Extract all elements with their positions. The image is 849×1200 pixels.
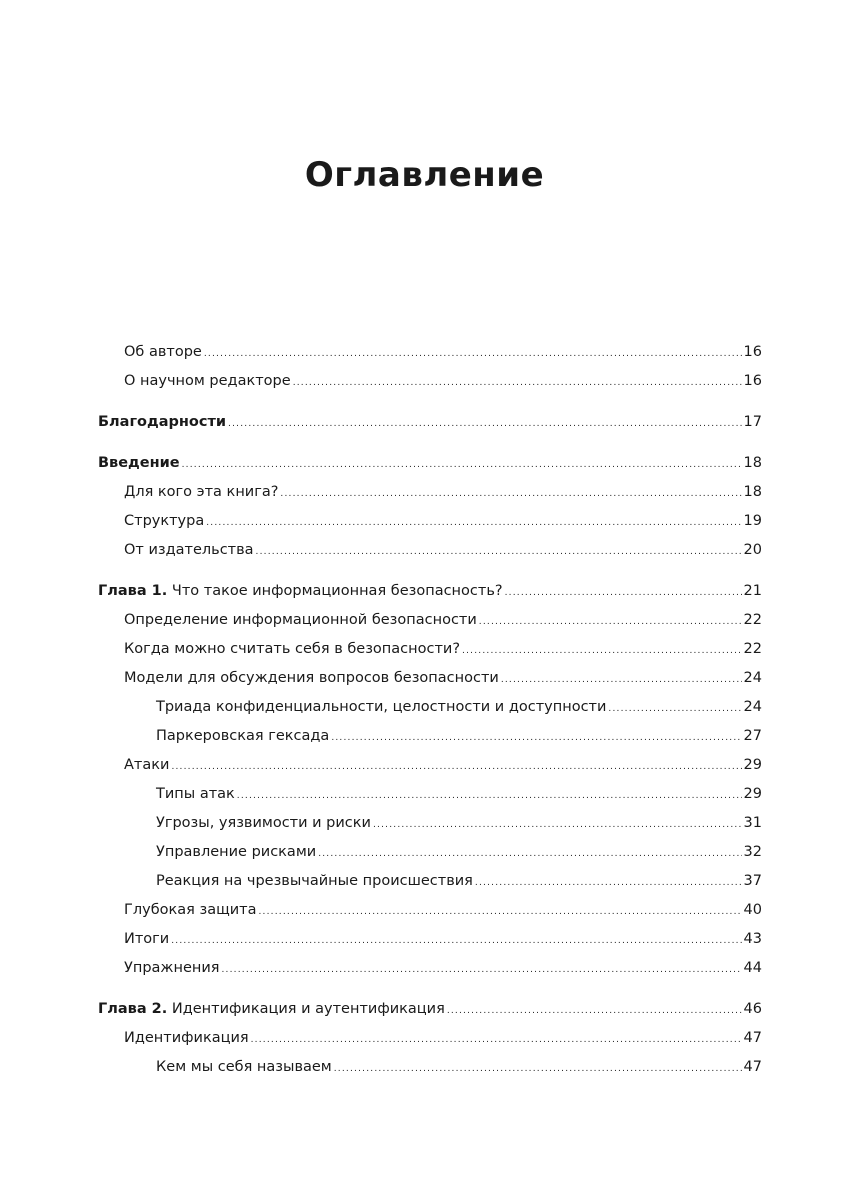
toc-label: Глубокая защита [124,902,257,918]
page-title: Оглавление [304,154,545,195]
toc-page-number: 47 [743,1059,762,1075]
toc-label: Об авторе [124,344,202,360]
dot-leader [259,898,742,927]
toc-entry-cia-triad[interactable] [98,693,762,722]
toc-label: Идентификация и аутентификация [171,1001,445,1017]
toc-label: Атаки [124,757,170,773]
toc-entry-who-we-claim[interactable] [98,1053,762,1082]
toc-entry-attack-types[interactable] [98,780,762,809]
toc-entry-incident-response[interactable] [98,867,762,896]
toc-page-number: 40 [743,902,762,918]
toc-label: Структура [124,513,205,529]
toc-label: Модели для обсуждения вопросов безопасности [124,670,499,686]
toc-entry-summary[interactable] [98,925,762,954]
toc-page-number: 29 [743,757,762,773]
table-of-contents [98,338,762,1082]
dot-leader [204,340,742,369]
dot-leader [293,369,742,398]
dot-leader [237,782,742,811]
toc-label: Определение информационной безопасности [124,612,477,628]
toc-entry-threats[interactable] [98,809,762,838]
toc-page-number: 22 [743,641,762,657]
toc-entry-about-editor[interactable] [98,367,762,396]
toc-entry-attacks[interactable] [98,751,762,780]
toc-label: Что такое информационная безопасность? [171,583,503,599]
toc-entry-definition[interactable] [98,606,762,635]
dot-leader [331,724,741,753]
dot-leader [608,695,741,724]
toc-label: Для кого эта книга? [124,484,279,500]
dot-leader [318,840,741,869]
toc-page-number: 27 [743,728,762,744]
toc-label: Благодарности [98,414,227,430]
toc-entry-audience[interactable] [98,478,762,507]
chapter-prefix: Глава 2. [98,1001,168,1017]
dot-leader [462,637,742,666]
dot-leader [251,1026,742,1055]
toc-entry-structure[interactable] [98,507,762,536]
toc-entry-defense-in-depth[interactable] [98,896,762,925]
toc-entry-exercises[interactable] [98,954,762,983]
toc-page-number: 16 [743,373,762,389]
toc-entry-publisher[interactable] [98,536,762,565]
dot-leader [505,579,742,608]
chapter-prefix: Глава 1. [98,583,168,599]
toc-entry-introduction[interactable] [98,449,762,478]
toc-label: Кем мы себя называем [156,1059,332,1075]
dot-leader [373,811,742,840]
dot-leader [447,997,742,1026]
dot-leader [280,480,741,509]
toc-label: Триада конфиденциальности, целостности и доступности [156,699,607,715]
toc-label: Управление рисками [156,844,317,860]
toc-page-number: 37 [743,873,762,889]
toc-label: Паркеровская гексада [156,728,330,744]
toc-label: Введение [98,455,180,471]
dot-leader [228,410,742,439]
dot-leader [334,1055,742,1084]
toc-page-number: 21 [743,583,762,599]
toc-entry-models[interactable] [98,664,762,693]
toc-page-number: 47 [743,1030,762,1046]
toc-entry-risk-management[interactable] [98,838,762,867]
toc-page-number: 24 [743,699,762,715]
toc-page-number: 43 [743,931,762,947]
toc-entry-parkerian-hexad[interactable] [98,722,762,751]
toc-page-number: 31 [743,815,762,831]
toc-page-number: 18 [743,455,762,471]
dot-leader [171,753,741,782]
toc-page-number: 19 [743,513,762,529]
toc-label: Идентификация [124,1030,249,1046]
toc-page-number: 32 [743,844,762,860]
dot-leader [501,666,742,695]
toc-entry-chapter-1[interactable] [98,577,762,606]
dot-leader [206,509,741,538]
toc-entry-about-author[interactable] [98,338,762,367]
dot-leader [256,538,742,567]
toc-label: От издательства [124,542,254,558]
toc-label: Типы атак [156,786,235,802]
toc-label: Упражнения [124,960,220,976]
toc-entry-chapter-2[interactable] [98,995,762,1024]
dot-leader [475,869,742,898]
dot-leader [222,956,742,985]
toc-entry-when-secure[interactable] [98,635,762,664]
toc-label: Угрозы, уязвимости и риски [156,815,371,831]
toc-page-number: 44 [743,960,762,976]
toc-page-number: 46 [743,1001,762,1017]
toc-page-number: 20 [743,542,762,558]
toc-page-number: 16 [743,344,762,360]
toc-label: Когда можно считать себя в безопасности? [124,641,461,657]
toc-entry-identification[interactable] [98,1024,762,1053]
toc-label: Итоги [124,931,170,947]
toc-label: Реакция на чрезвычайные происшествия [156,873,473,889]
toc-label: О научном редакторе [124,373,291,389]
dot-leader [171,927,741,956]
toc-page-number: 24 [743,670,762,686]
dot-leader [182,451,742,480]
toc-page-number: 29 [743,786,762,802]
toc-page-number: 22 [743,612,762,628]
toc-page-number: 18 [743,484,762,500]
toc-page-number: 17 [743,414,762,430]
dot-leader [479,608,742,637]
toc-entry-acknowledgements[interactable] [98,408,762,437]
